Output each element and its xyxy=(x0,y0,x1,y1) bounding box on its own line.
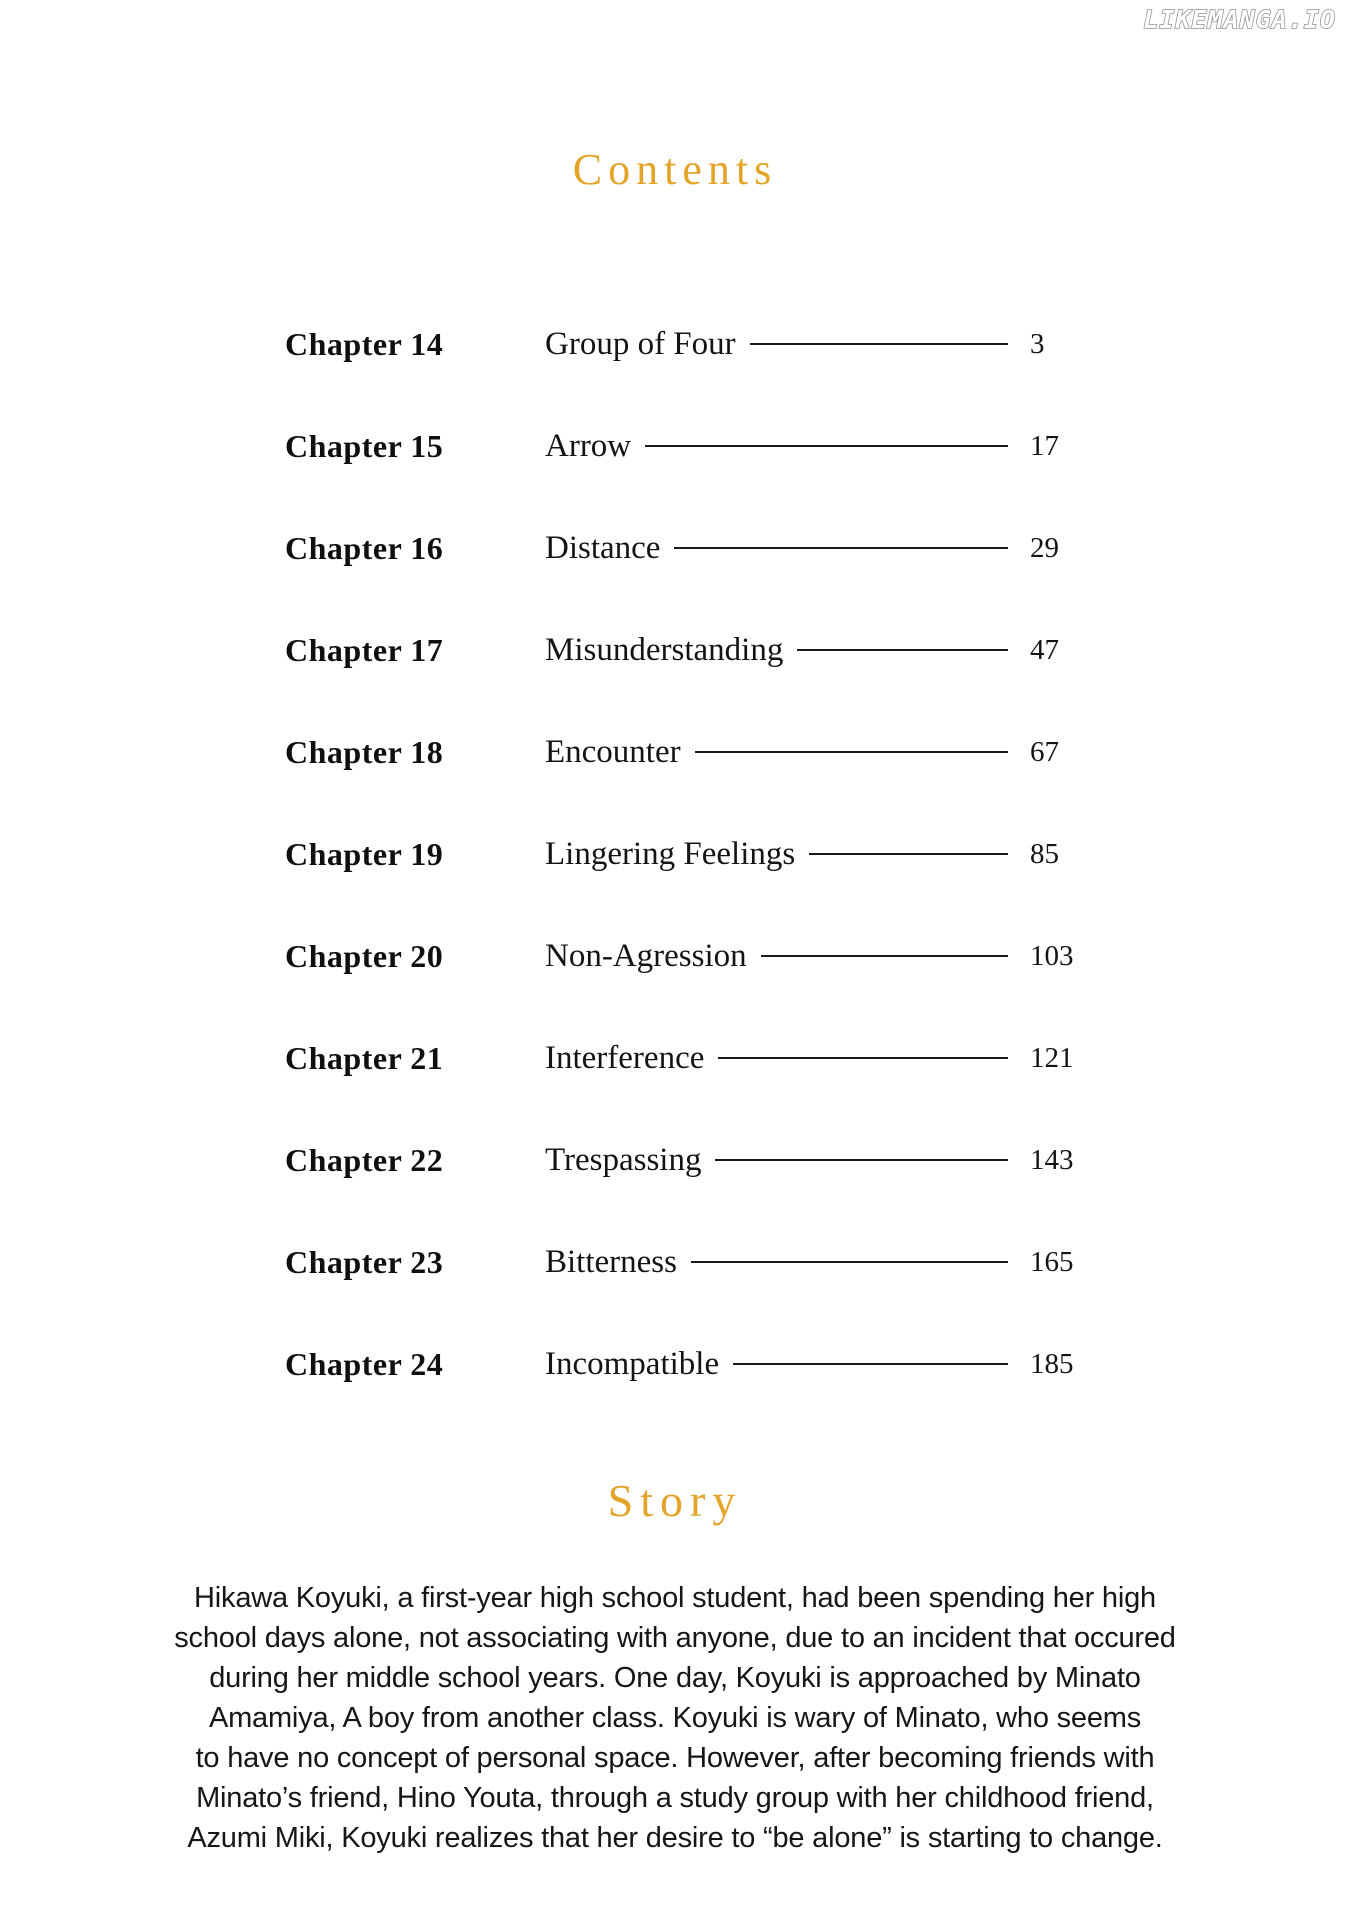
toc-row xyxy=(285,1007,1090,1109)
leader-line xyxy=(674,547,1008,549)
story-synopsis xyxy=(40,1578,1310,1858)
story-line: Minato’s friend, Hino Youta, through a study group with her childhood friend, xyxy=(196,1782,1154,1814)
toc-row xyxy=(285,803,1090,905)
story-line: to have no concept of personal space. However, after becoming friends with xyxy=(195,1742,1155,1774)
toc-row xyxy=(285,599,1090,701)
page-number: 47 xyxy=(1030,633,1059,666)
chapter-number: Chapter 17 xyxy=(285,631,444,668)
toc-row xyxy=(285,1109,1090,1211)
leader-line xyxy=(695,751,1008,753)
toc-row xyxy=(285,1211,1090,1313)
toc-row xyxy=(285,293,1090,395)
page-number: 185 xyxy=(1030,1347,1074,1380)
page-number: 17 xyxy=(1030,429,1059,462)
chapter-number: Chapter 18 xyxy=(285,733,444,770)
page-number: 67 xyxy=(1030,735,1059,768)
chapter-title: Trespassing xyxy=(545,1141,702,1178)
chapter-title: Misunderstanding xyxy=(545,631,784,668)
chapter-title: Arrow xyxy=(545,427,632,464)
chapter-number: Chapter 15 xyxy=(285,427,444,464)
toc-row xyxy=(285,701,1090,803)
leader-line xyxy=(645,445,1008,447)
leader-line xyxy=(718,1057,1008,1059)
story-line: during her middle school years. One day, Koyuki is approached by Minato xyxy=(209,1662,1141,1694)
leader-line xyxy=(797,649,1008,651)
chapter-number: Chapter 20 xyxy=(285,937,444,974)
chapter-number: Chapter 22 xyxy=(285,1141,444,1178)
chapter-title: Interference xyxy=(545,1039,705,1076)
chapter-number: Chapter 16 xyxy=(285,529,444,566)
story-line: school days alone, not associating with anyone, due to an incident that occured xyxy=(174,1622,1176,1654)
chapter-title: Distance xyxy=(545,529,661,566)
page-number: 121 xyxy=(1030,1041,1074,1074)
page-number: 29 xyxy=(1030,531,1059,564)
chapter-number: Chapter 19 xyxy=(285,835,444,872)
toc-row xyxy=(285,1313,1090,1415)
leader-line xyxy=(761,955,1008,957)
leader-line xyxy=(691,1261,1008,1263)
chapter-title: Encounter xyxy=(545,733,681,770)
chapter-title: Bitterness xyxy=(545,1243,677,1280)
page-number: 143 xyxy=(1030,1143,1074,1176)
table-of-contents xyxy=(285,293,1090,1415)
site-watermark: LIKEMANGA.IO xyxy=(1143,5,1336,34)
toc-row xyxy=(285,905,1090,1007)
leader-line xyxy=(733,1363,1008,1365)
story-line: Amamiya, A boy from another class. Koyuki is wary of Minato, who seems xyxy=(208,1702,1142,1734)
leader-line xyxy=(715,1159,1008,1161)
chapter-title: Incompatible xyxy=(545,1345,720,1382)
chapter-number: Chapter 23 xyxy=(285,1243,444,1280)
contents-heading: Contents xyxy=(572,145,778,194)
page-number: 103 xyxy=(1030,939,1074,972)
chapter-number: Chapter 14 xyxy=(285,325,444,362)
chapter-number: Chapter 21 xyxy=(285,1039,444,1076)
chapter-title: Lingering Feelings xyxy=(545,835,796,872)
story-heading: Story xyxy=(607,1475,743,1526)
story-line: Hikawa Koyuki, a first-year high school student, had been spending her high xyxy=(194,1582,1156,1614)
leader-line xyxy=(750,343,1008,345)
toc-row xyxy=(285,497,1090,599)
toc-row xyxy=(285,395,1090,497)
page-number: 3 xyxy=(1030,327,1045,360)
story-line: Azumi Miki, Koyuki realizes that her desire to “be alone” is starting to change. xyxy=(187,1822,1163,1854)
page-number: 165 xyxy=(1030,1245,1074,1278)
leader-line xyxy=(809,853,1008,855)
chapter-title: Group of Four xyxy=(545,325,736,362)
page-number: 85 xyxy=(1030,837,1059,870)
chapter-title: Non-Agression xyxy=(545,937,747,974)
chapter-number: Chapter 24 xyxy=(285,1345,444,1382)
